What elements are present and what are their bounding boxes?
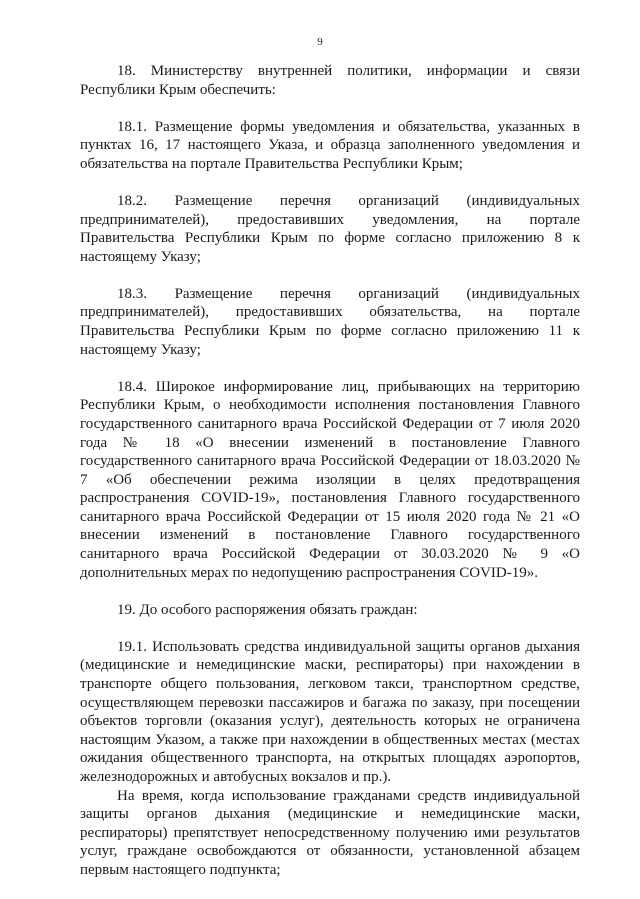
paragraph-18: 18. Министерству внутренней политики, информации и связи Республики Крым обеспечить: [80, 63, 580, 98]
paragraph-18-1: 18.1. Размещение формы уведомления и обязательства, указанных в пунктах 16, 17 настоящего Указа, и образца заполненного уведомления и обязательства на портале Правительства Республики Крым; [80, 118, 580, 172]
document-body [80, 62, 580, 880]
paragraph-19: 19. До особого распоряжения обязать граждан: [117, 601, 418, 618]
page-number: 9 [317, 36, 323, 48]
paragraph-18-4: 18.4. Широкое информирование лиц, прибывающих на территорию Республики Крым, о необходимости исполнения постановления Главного государственного санитарного врача Российской Федерации от 7 июля 2020 года № 18 «О внесении изменений в постановление Главного государственного санитарного врача Российской Федерации от 18.03.2020 № 7 «Об обеспечении режима изоляции в целях предотвращения распространения COVID-19», постановления Главного государственного санитарного врача Российской Федерации от 15 июля 2020 года № 21 «О внесении изменений в постановление Главного государственного санитарного врача Российской Федерации от 30.03.2020 № 9 «О дополнительных мерах по недопущению распространения COVID-19». [80, 378, 580, 581]
paragraph-19-1: 19.1. Использовать средства индивидуальной защиты органов дыхания (медицинские и немедицинские маски, респираторы) при нахождении в транспорте общего пользования, легковом такси, транспортном средстве, осуществляющем перевозки пассажиров и багажа по заказу, при посещении объектов торговли (оказания услуг), деятельность которых не ограничена настоящим Указом, а также при нахождении в общественных местах (местах ожидания общественного транспорта, на открытых площадях аэропортов, железнодорожных и автобусных вокзалов и пр.). [80, 638, 580, 785]
paragraph-18-3: 18.3. Размещение перечня организаций (индивидуальных предпринимателей), предоставивших обязательства, на портале Правительства Республики Крым по форме согласно приложению 11 к настоящему Указу; [80, 285, 580, 358]
paragraph-18-2: 18.2. Размещение перечня организаций (индивидуальных предпринимателей), предоставивших уведомления, на портале Правительства Республики Крым по форме согласно приложению 8 к настоящему Указу; [80, 192, 580, 265]
paragraph-19-1-exemption: На время, когда использование гражданами средств индивидуальной защиты органов дыхания (медицинские и немедицинские маски, респираторы) препятствует непосредственному получению ими результатов услуг, граждане освобождаются от обязанности, установленной абзацем первым настоящего подпункта; [80, 787, 580, 878]
